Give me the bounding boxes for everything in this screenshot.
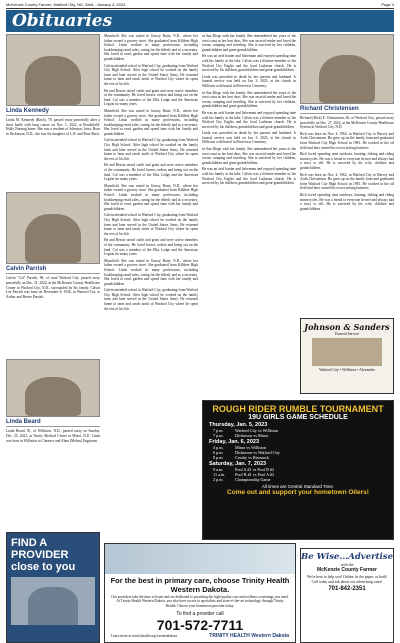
body-text: Mansfield. She was raised in Grassy Butte, N.D., where her father owned a grocery store. She graduated from Killdeer High School. Linda worked in many professions, including bookkeeping retail sales, caring for the elderly and as a secretary. She loved to read, garden and spend time with her family and grandchildren. (104, 258, 198, 286)
running-head (6, 2, 394, 9)
section-title: Obituaries (12, 11, 113, 31)
body-text: He was an avid hunter and fisherman and enjoyed spending time with his family at the lake. Calvin was a lifetime member of the Watford City Eagles and the local Lutheran church. He is survived by his children, grandchildren and great-grandchildren. (202, 110, 296, 129)
body-text: Linda was preceded in death by her parents and husband. A funeral service was held on Jan. 3, 2023, at the church in Williston with burial in Riverview Cemetery. (202, 131, 296, 145)
body-text: Mansfield. She was raised in Grassy Butte, N.D., where her father owned a grocery store. She graduated from Killdeer High School. Linda worked in many professions, including bookkeeping retail sales, caring for the elderly and as a secretary. She loved to read, garden and spend time with her family and grandchildren. (104, 108, 198, 136)
ad-funeral-name: Johnson & Sanders (304, 322, 390, 332)
obit-text: Linda Beard, 81, of Williston, N.D., passed away on Sunday, Dec. 25, 2022, at Trinity Medical Center in Minot, N.D. Linda was born in Williston to Clarence and Alma (Mehus) Engstrom. (6, 429, 100, 443)
ad-advertise-with: with the (340, 562, 354, 567)
body-text: Calvin attended school in Watford City, graduating from Watford City High School. After high school he worked on the family farm and later served in the United States Army. He returned home to farm and ranch north of Watford City where he spent the rest of his life. (104, 288, 198, 311)
trinity-logo: TRINITY HEALTH Western Dakota (209, 633, 289, 640)
obit-photo-calvin-parrish (6, 192, 100, 264)
schedule-day-label: Saturday, Jan. 7, 2023 (209, 461, 267, 467)
ad-tournament-schedule (202, 400, 394, 540)
ad-advertise (300, 548, 394, 643)
ad-advertise-phone: 701-842-2351 (328, 586, 366, 593)
obit-name: Calvin Parrish (6, 266, 100, 274)
schedule-row (203, 477, 393, 482)
body-text: in San Diego with her family. She remembered her years of the west coast as her best days. She was an avid reader and loved the ocean, camping and traveling. She is survived by her children, grandchildren and great-grandchildren. (202, 147, 296, 165)
schedule-game: Dickinson vs Minot (235, 433, 269, 438)
running-head-right: Page 4 (381, 2, 394, 7)
body-text: Calvin attended school in Watford City, graduating from Watford City High School. After high school he worked on the family farm and later served in the United States Army. He returned home to farm and ranch north of Watford City where he spent the rest of his life. (104, 138, 198, 161)
schedule-time: 2 p.m. (213, 477, 224, 482)
ad-find-headline: FIND A PROVIDER close to you (11, 537, 76, 573)
body-text: He and Bessie raised cattle and grain and were active members of the community. He loved horses, rodeos and being out on the land. Cal was a member of the Elks Lodge and the American Legion for many years. (104, 163, 198, 182)
body-text: Rich was born on Nov. 4, 1962, in Watford City to Harvey and Ardis Christensen. He grew up on the family farm and graduated from Watford City High School in 1981. He worked in the oil field and later owned his own trucking business. (300, 172, 394, 191)
schedule-time: 7 p.m. (213, 428, 224, 433)
obit-text: Richard (Rich) E. Christensen, 60, of Watford City, passed away peacefully on Dec. 27, 2022, at the McKenzie County Healthcare System in Watford City, N.D. (300, 116, 394, 130)
body-text: Rich loved spending time outdoors, hunting, fishing and riding motorcycles. He was a friend to everyone he met and always had a story to tell. He is survived by his wife, children and grandchildren. (300, 192, 394, 211)
schedule-game: Pool B #1 vs Pool A #2 (235, 472, 275, 477)
body-text: He was an avid hunter and fisherman and enjoyed spending time with his family at the lake. Calvin was a lifetime member of the Watford City Eagles and the local Lutheran church. He is survived by his children, grandchildren and great-grandchildren. (202, 54, 296, 73)
body-text: in San Diego with her family. She remembered her years of the west coast as her best days. She was an avid reader and loved the ocean, camping and traveling. She is survived by her children, grandchildren and great-grandchildren. (202, 90, 296, 109)
ad-funeral-photo (312, 338, 382, 366)
ad-funeral-home (300, 318, 394, 394)
ad-trinity-body: Our providers take the time to listen and are dedicated to providing the high-quality care and wellness screenings you need. At Trinity Health Western Dakota, you also have access to specialists and state-of-the-art technology through Trinity Health. Choose your hometown provider today. (111, 595, 289, 608)
body-text: in San Diego with her family. She remembered her years of the west coast as her best days. She was an avid reader and loved the ocean, camping and traveling. She is survived by her children, grandchildren and great-grandchildren. (202, 34, 296, 52)
body-text: Linda was preceded in death by her parents and husband. A funeral service was held on Jan. 3, 2023, at the church in Williston with burial in Riverview Cemetery. (202, 74, 296, 88)
ad-find-provider (6, 532, 100, 643)
body-text: He was an avid hunter and fisherman and enjoyed spending time with his family at the lake. Calvin was a lifetime member of the Watford City Eagles and the local Lutheran church. He is survived by his children, grandchildren and great-grandchildren. (202, 167, 296, 186)
ad-funeral-locations: Watford City • Williston • Alexander (319, 368, 375, 373)
ad-trinity-headline: For the best in primary care, choose Trinity Health Western Dakota. (110, 576, 290, 594)
schedule-time: 4 p.m. (213, 445, 224, 450)
schedule-time: 7 p.m. (213, 433, 224, 438)
column-1 (6, 34, 100, 528)
schedule-row (203, 455, 393, 460)
ad-trinity-photo (105, 544, 295, 574)
running-head-left: McKenzie County Farmer, Watford City, ND, Wed., January 4, 2023 (6, 2, 126, 7)
body-text: Rich was born on Nov. 4, 1962, in Watford City to Harvey and Ardis Christensen. He grew up on the family farm and graduated from Watford City High School in 1981. He worked in the oil field and later owned his own trucking business. (300, 131, 394, 150)
column-4 (300, 34, 394, 314)
ad-trinity-phone: 701-572-7711 (156, 617, 244, 634)
obit-name: Richard Christensen (300, 106, 394, 114)
body-text: Rich loved spending time outdoors, hunting, fishing and riding motorcycles. He was a friend to everyone he met and always had a story to tell. He is survived by his wife, children and grandchildren. (300, 152, 394, 170)
body-text: Calvin attended school in Watford City, graduating from Watford City High School. After high school he worked on the family farm and later served in the United States Army. He returned home to farm and ranch north of Watford City where he spent the rest of his life. (104, 213, 198, 236)
ad-advertise-paper: McKenzie County Farmer (316, 567, 377, 573)
obit-name: Linda Kennedy (6, 108, 100, 116)
ad-funeral-sub: Funeral Service (335, 332, 359, 336)
ad-tournament-note: All times are Central Standard Time. (261, 484, 335, 489)
schedule-time: 11 a.m. (213, 472, 226, 477)
schedule-game: Watford City vs Williston (235, 428, 279, 433)
body-text: He and Bessie raised cattle and grain and were active members of the community. He loved horses, rodeos and being out on the land. Cal was a member of the Elks Lodge and the American Legion for many years. (104, 88, 198, 107)
schedule-game: Minot vs Williston (235, 445, 267, 450)
schedule-row (203, 433, 393, 438)
schedule-day (203, 460, 393, 482)
schedule-game: Dickinson vs Watford City (235, 450, 280, 455)
schedule-day (203, 421, 393, 438)
ad-advertise-headline: Be Wise...Advertise (301, 552, 393, 562)
ad-tournament-subhead: 19U GIRLS GAME SCHEDULE (248, 414, 348, 421)
schedule-day-label: Thursday, Jan. 5, 2023 (209, 422, 268, 428)
schedule-game: Championship Game (235, 477, 271, 482)
obit-text: Linda M. Kennedy (Bach), 78, passed away peacefully after a short battle with lung cancer on Nov. 1, 2022, at Brookfield-Holly Nursing home. She was a resident of Johnston, Iowa. Born in Dickinson, N.D., she was the daughter of L.H. and Rose Bach. (6, 118, 100, 136)
ad-advertise-text: We're here to help you! Online, in the paper, or both! Call today and ask about our advertising rates! (306, 575, 388, 584)
column-3 (202, 34, 296, 396)
obit-name: Linda Beard (6, 419, 100, 427)
schedule-game: Pool A #1 vs Pool B #2 (235, 467, 275, 472)
ad-trinity-url: Learn more at trinityhealth.org/westerndakota (111, 634, 177, 639)
schedule-day-label: Friday, Jan. 6, 2023 (209, 439, 260, 445)
schedule-day (203, 438, 393, 460)
obit-photo-linda-beard (6, 359, 100, 417)
schedule-time: 6 p.m. (213, 450, 224, 455)
body-text: Mansfield. She was raised in Grassy Butte, N.D., where her father owned a grocery store. She graduated from Killdeer High School. Linda worked in many professions, including bookkeeping retail sales, caring for the elderly and as a secretary. She loved to read, garden and spend time with her family and grandchildren. (104, 34, 198, 61)
schedule-time: 9 a.m. (213, 467, 224, 472)
ad-tournament-closing: Come out and support your hometown Oilers! (227, 489, 369, 496)
schedule-time: 8 p.m. (213, 455, 224, 460)
obit-photo-richard-christensen (300, 34, 394, 104)
schedule-game: Crosby vs Bismarck (235, 455, 269, 460)
ad-trinity-health (104, 543, 296, 643)
ad-trinity-footer (105, 633, 295, 639)
body-text: He and Bessie raised cattle and grain and were active members of the community. He loved horses, rodeos and being out on the land. Cal was a member of the Elks Lodge and the American Legion for many years. (104, 238, 198, 257)
ad-tournament-headline: ROUGH RIDER RUMBLE TOURNAMENT (212, 404, 384, 414)
body-text: Mansfield. She was raised in Grassy Butte, N.D., where her father owned a grocery store. She graduated from Killdeer High School. Linda worked in many professions, including bookkeeping retail sales, caring for the elderly and as a secretary. She loved to read, garden and spend time with her family and grandchildren. (104, 183, 198, 211)
ad-trinity-cta: To find a provider call (176, 611, 224, 618)
body-text: Calvin attended school in Watford City, graduating from Watford City High School. After high school he worked on the family farm and later served in the United States Army. He returned home to farm and ranch north of Watford City where he spent the rest of his life. (104, 63, 198, 86)
obit-text: Calvin "Cal" Parrish, 96, of rural Watford City, passed away peacefully on Dec. 31, 2022, at the McKenzie County Healthcare Center in Watford City, N.D., surrounded by his family. Calvin Lee Parrish was born on December 8, 1926, in Watford City to Arthur and Bessie Parrish. (6, 276, 100, 299)
ad-find-photo (11, 577, 95, 625)
column-2 (104, 34, 198, 539)
obit-photo-linda-kennedy (6, 34, 100, 106)
section-banner (6, 10, 394, 32)
